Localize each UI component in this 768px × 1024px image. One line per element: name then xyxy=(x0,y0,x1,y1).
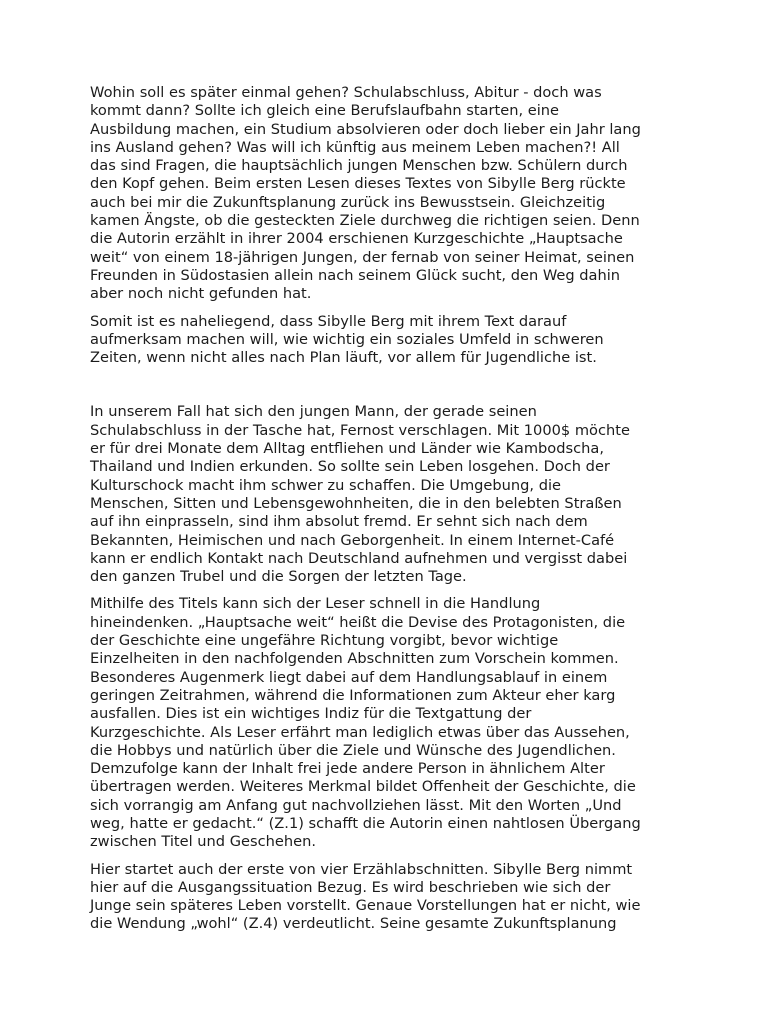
paragraph-title-analysis: Mithilfe des Titels kann sich der Leser schnell in die Handlung hineindenken. „Hauptsache weit“ heißt die Devise des Protagonisten, die der Geschichte eine ungefähre Richtung vorgibt, bevor wichtige Einzelheiten in den nachfolgenden Abschnitten zum Vorschein kommen. Besonderes Augenmerk liegt dabei auf dem Handlungsablauf in einem geringen Zeitrahmen, während die Informationen zum Akteur eher karg ausfallen. Dies ist ein wichtiges Indiz für die Textgattung der Kurzgeschichte. Als Leser erfährt man lediglich etwas über das Aussehen, die Hobbys und natürlich über die Ziele und Wünsche des Jugendlichen. Demzufolge kann der Inhalt frei jede andere Person in ähnlichem Alter übertragen werden. Weiteres Merkmal bildet Offenheit der Geschichte, die sich vorrangig am Anfang gut nachvollziehen lässt. Mit den Worten „Und weg, hatte er gedacht.“ (Z.1) schafft die Autorin einen nahtlosen Übergang zwischen Titel und Geschehen. xyxy=(90,595,641,851)
paragraph-first-section: Hier startet auch der erste von vier Erzählabschnitten. Sibylle Berg nimmt hier auf die Ausgangssituation Bezug. Es wird beschrieben wie sich der Junge sein späteres Leben vorstellt. Genaue Vorstellungen hat er nicht, wie die Wendung „wohl“ (Z.4) verdeutlicht. Seine gesamte Zukunftsplanung xyxy=(90,860,641,933)
paragraph-intro: Wohin soll es später einmal gehen? Schulabschluss, Abitur - doch was kommt dann? Sollte ich gleich eine Berufslaufbahn starten, eine Ausbildung machen, ein Studium absolvieren oder doch lieber ein Jahr lang ins Ausland gehen? Was will ich künftig aus meinem Leben machen?! All das sind Fragen, die hauptsächlich jungen Menschen bzw. Schülern durch den Kopf gehen. Beim ersten Lesen dieses Textes von Sibylle Berg rückte auch bei mir die Zukunftsplanung zurück ins Bewusstsein. Gleichzeitig kamen Ängste, ob die gesteckten Ziele durchweg die richtigen seien. Denn die Autorin erzählt in ihrer 2004 erschienen Kurzgeschichte „Hauptsache weit“ von einem 18-jährigen Jungen, der fernab von seiner Heimat, seinen Freunden in Südostasien allein nach seinem Glück sucht, den Weg dahin aber noch nicht gefunden hat. xyxy=(90,84,641,303)
paragraph-summary: In unserem Fall hat sich den jungen Mann, der gerade seinen Schulabschluss in der Tasche hat, Fernost verschlagen. Mit 1000$ möchte er für drei Monate dem Alltag entfliehen und Länder wie Kambodscha, Thailand und Indien erkunden. So sollte sein Leben losgehen. Doch der Kulturschock macht ihm schwer zu schaffen. Die Umgebung, die Menschen, Sitten und Lebensgewohnheiten, die in den belebten Straßen auf ihn einprasseln, sind ihm absolut fremd. Er sehnt sich nach dem Bekannten, Heimischen und nach Geborgenheit. In einem Internet-Café kann er endlich Kontakt nach Deutschland aufnehmen und vergisst dabei den ganzen Trubel und die Sorgen der letzten Tage. xyxy=(90,403,630,586)
paragraph-spacer xyxy=(90,376,690,403)
paragraph-thesis: Somit ist es naheliegend, dass Sibylle Berg mit ihrem Text darauf aufmerksam machen will, wie wichtig ein soziales Umfeld in schweren Zeiten, wenn nicht alles nach Plan läuft, vor allem für Jugendliche ist. xyxy=(90,312,604,367)
document-page xyxy=(90,84,690,943)
